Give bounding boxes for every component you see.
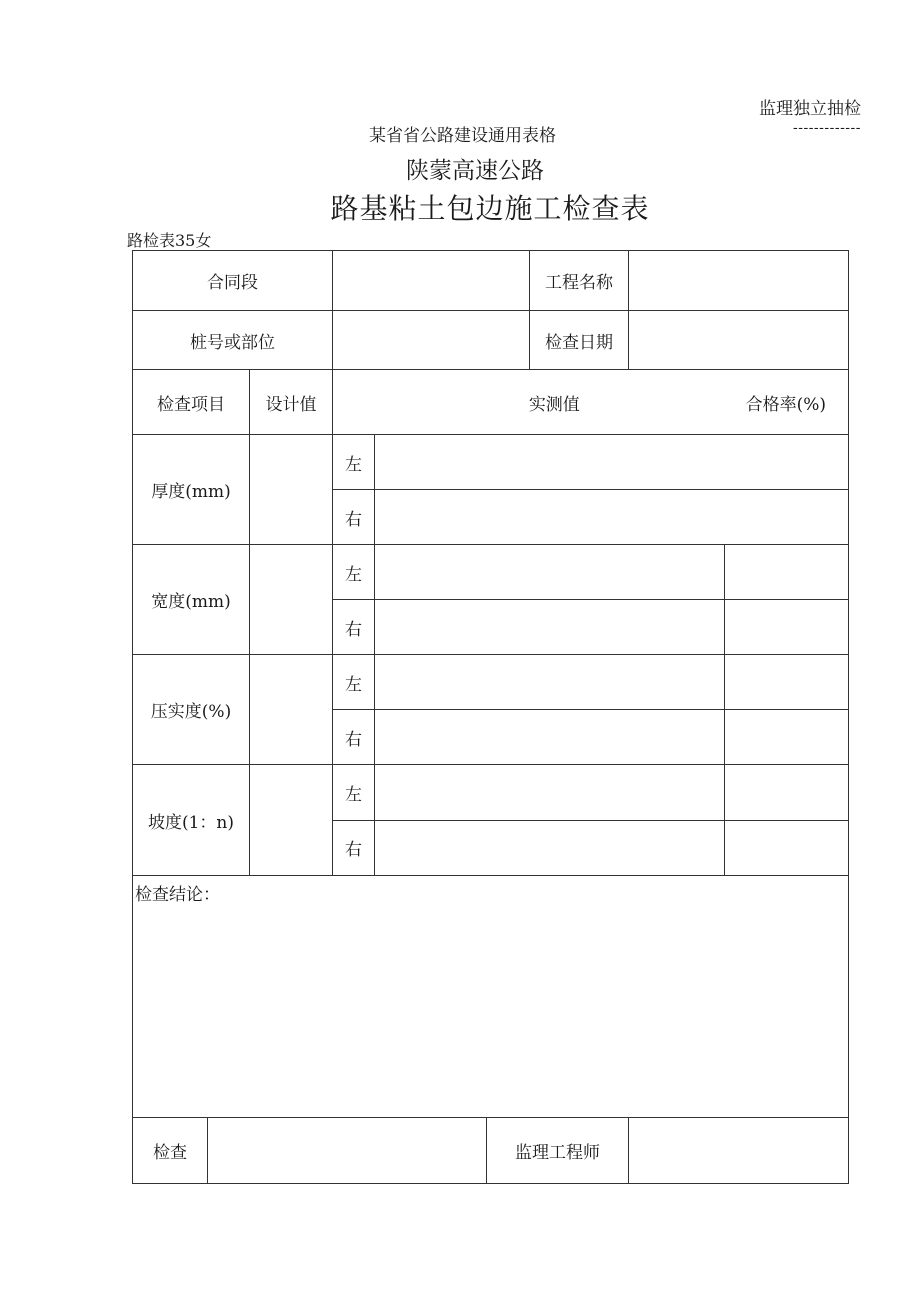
- side-left: 左: [333, 765, 375, 820]
- side-right: 右: [333, 710, 375, 765]
- design-value-cell[interactable]: [250, 545, 333, 655]
- measured-cell[interactable]: [375, 765, 725, 820]
- signature-row: [133, 1117, 849, 1183]
- measured-cell[interactable]: [375, 435, 849, 490]
- conclusion-label: 检查结论：: [135, 884, 220, 905]
- inspection-form-table: [132, 250, 849, 1184]
- conclusion-field[interactable]: [133, 875, 849, 1117]
- side-right: 右: [333, 600, 375, 655]
- project-name: 陕蒙高速公路: [406, 158, 544, 184]
- col-header-design: 设计值: [250, 370, 333, 435]
- side-left: 左: [333, 655, 375, 710]
- item-name: 厚度(mm): [133, 435, 250, 545]
- info-row-contract: [133, 251, 849, 311]
- measured-cell[interactable]: [375, 545, 725, 600]
- pass-rate-cell[interactable]: [725, 820, 849, 875]
- date-label: 检查日期: [530, 311, 629, 370]
- table-row: [133, 435, 849, 490]
- col-header-item: 检查项目: [133, 370, 250, 435]
- dash-line: -------------: [793, 120, 861, 136]
- org-line: 某省省公路建设通用表格: [369, 126, 556, 146]
- station-field[interactable]: [333, 311, 530, 370]
- inspector-label: 检查: [133, 1117, 208, 1183]
- col-header-measured-group: [333, 370, 849, 435]
- item-name: 坡度(1：n): [133, 765, 250, 875]
- column-header-row: [133, 370, 849, 435]
- supervision-tag: 监理独立抽检: [759, 99, 861, 119]
- conclusion-row: [133, 875, 849, 1117]
- measured-cell[interactable]: [375, 600, 725, 655]
- contract-field[interactable]: [333, 251, 530, 311]
- form-title: 路基粘土包边施工检查表: [330, 192, 650, 225]
- side-right: 右: [333, 820, 375, 875]
- pass-rate-cell[interactable]: [725, 600, 849, 655]
- project-field[interactable]: [629, 251, 849, 311]
- item-name: 压实度(%): [133, 655, 250, 765]
- info-row-station: [133, 311, 849, 370]
- form-code: 路检表35女: [127, 231, 212, 250]
- design-value-cell[interactable]: [250, 435, 333, 545]
- engineer-field[interactable]: [629, 1117, 849, 1183]
- side-right: 右: [333, 490, 375, 545]
- item-name: 宽度(mm): [133, 545, 250, 655]
- measured-cell[interactable]: [375, 490, 849, 545]
- pass-rate-cell[interactable]: [725, 545, 849, 600]
- table-row: [133, 765, 849, 820]
- inspector-field[interactable]: [208, 1117, 487, 1183]
- design-value-cell[interactable]: [250, 655, 333, 765]
- design-value-cell[interactable]: [250, 765, 333, 875]
- engineer-label: 监理工程师: [487, 1117, 629, 1183]
- table-row: [133, 545, 849, 600]
- col-header-pass-rate: 合格率(%): [745, 394, 827, 415]
- measured-cell[interactable]: [375, 820, 725, 875]
- pass-rate-cell[interactable]: [725, 765, 849, 820]
- table-row: [133, 655, 849, 710]
- side-left: 左: [333, 545, 375, 600]
- pass-rate-cell[interactable]: [725, 710, 849, 765]
- measured-cell[interactable]: [375, 655, 725, 710]
- project-label: 工程名称: [530, 251, 629, 311]
- station-label: 桩号或部位: [133, 311, 333, 370]
- side-left: 左: [333, 435, 375, 490]
- pass-rate-cell[interactable]: [725, 655, 849, 710]
- date-field[interactable]: [629, 311, 849, 370]
- contract-label: 合同段: [133, 251, 333, 311]
- col-header-measured: 实测值: [528, 394, 580, 415]
- measured-cell[interactable]: [375, 710, 725, 765]
